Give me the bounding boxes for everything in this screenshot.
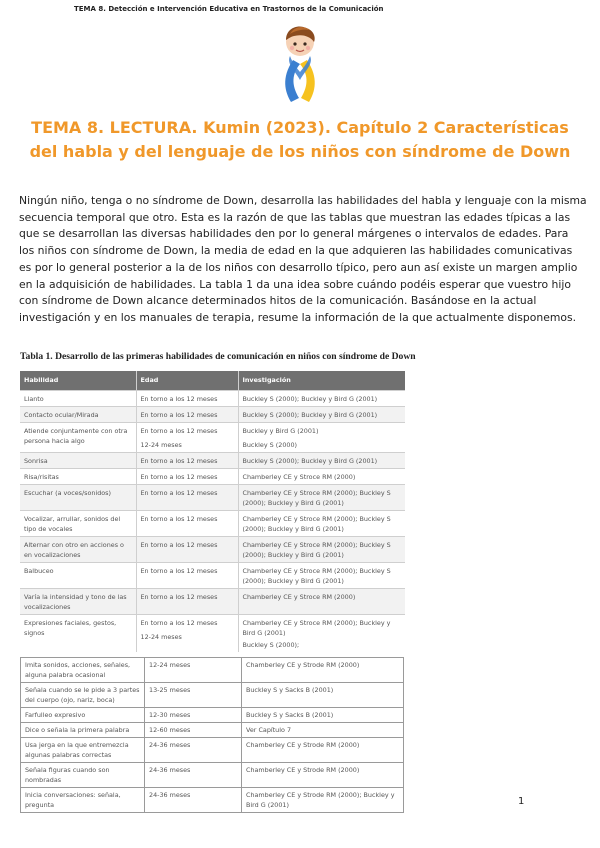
header-age: Edad [136, 371, 238, 390]
table-row [20, 588, 405, 614]
running-header: TEMA 8. Detección e Intervención Educativa en Trastornos de la Comunicación [74, 5, 384, 13]
cell-age: En torno a los 12 meses [136, 562, 238, 588]
table-row [20, 468, 405, 484]
cell-research: Buckley S y Sacks B (2001) [242, 708, 404, 723]
cell-age: En torno a los 12 meses [136, 588, 238, 614]
table-row [21, 683, 404, 708]
table-row [20, 614, 405, 652]
cell-skill: Balbuceo [20, 562, 136, 588]
cell-age: 24-36 meses [145, 788, 242, 813]
research-value-secondary: Buckley S (2000); [242, 640, 300, 649]
intro-paragraph: Ningún niño, tenga o no síndrome de Down, desarrolla las habilidades del habla y lenguaje con la misma secuencia temporal que otro. Esta es la razón de que las tablas que muestran las edades típicas a las que se desarrollan las diversas habilidades den por lo general márgenes o intervalos de edades. Para los niños con síndrome de Down, la media de edad en la que adquieren las habilidades comunicativas es por lo general posterior a la de los niños con desarrollo típico, pero aun así existe un margen amplio en la adquisición de habilidades. La tabla 1 da una idea sobre cuándo podéis esperar que vuestro hijo con síndrome de Down alcance determinados hitos de la comunicación. Basándose en la actual investigación y en los manuales de terapia, resume la información de la que actualmente disponemos. [19, 194, 587, 324]
communication-milestones-table-continued [20, 657, 404, 813]
table-header-row [20, 371, 405, 390]
cell-age: 12-60 meses [145, 723, 242, 738]
cell-age: 24-36 meses [145, 763, 242, 788]
research-value-secondary: Buckley S (2000) [242, 440, 298, 449]
cell-age: En torno a los 12 meses [136, 406, 238, 422]
down-syndrome-awareness-ribbon-icon [276, 20, 324, 104]
header-skill: Habilidad [20, 371, 136, 390]
cell-skill: Atiende conjuntamente con otra persona hacia algo [20, 422, 136, 452]
table-row [20, 510, 405, 536]
cell-skill: Llanto [20, 390, 136, 406]
cell-research: Chamberley CE y Strode RM (2000); Buckley y Bird G (2001) [242, 788, 404, 813]
cell-skill: Sonrisa [20, 452, 136, 468]
cell-age: 12-24 meses [145, 658, 242, 683]
table-row [21, 708, 404, 723]
cell-research: Chamberley CE y Strode RM (2000) [242, 738, 404, 763]
cell-research: Buckley S (2000); Buckley y Bird G (2001) [238, 452, 405, 468]
age-value: En torno a los 12 meses [140, 618, 218, 627]
cell-research: Chamberley CE y Stroce RM (2000); Buckley S (2000); Buckley y Bird G (2001) [238, 484, 405, 510]
cell-skill: Señala figuras cuando son nombradas [21, 763, 145, 788]
cell-research: Chamberley CE y Stroce RM (2000); Buckley S (2000); Buckley y Bird G (2001) [238, 562, 405, 588]
age-value: En torno a los 12 meses [140, 426, 218, 435]
table-row [20, 390, 405, 406]
cell-age: En torno a los 12 meses [136, 452, 238, 468]
table-row [20, 452, 405, 468]
table-row [21, 763, 404, 788]
age-value-secondary: 12-24 meses [140, 440, 182, 449]
cell-age: 24-36 meses [145, 738, 242, 763]
cell-skill: Usa jerga en la que entremezcla algunas palabras correctas [21, 738, 145, 763]
cell-skill: Risa/risitas [20, 468, 136, 484]
cell-research: Buckley S (2000); Buckley y Bird G (2001) [238, 390, 405, 406]
cell-skill: Expresiones faciales, gestos, signos [20, 614, 136, 652]
table-1-caption: Tabla 1. Desarrollo de las primeras habilidades de comunicación en niños con síndrome de Down [20, 351, 416, 362]
table-row [21, 738, 404, 763]
communication-milestones-table [20, 371, 405, 652]
cell-research [238, 614, 405, 652]
cell-research [238, 422, 405, 452]
cell-research: Chamberley CE y Stroce RM (2000) [238, 468, 405, 484]
table-row [20, 422, 405, 452]
cell-skill: Inicia conversaciones: señala, pregunta [21, 788, 145, 813]
table-row [21, 723, 404, 738]
page-number: 1 [518, 796, 525, 807]
cell-skill: Dice o señala la primera palabra [21, 723, 145, 738]
table-row [20, 406, 405, 422]
cell-research: Buckley S (2000); Buckley y Bird G (2001) [238, 406, 405, 422]
cell-skill: Varía la intensidad y tono de las vocalizaciones [20, 588, 136, 614]
research-value: Chamberley CE y Stroce RM (2000); Buckley y Bird G (2001) [242, 618, 391, 637]
cell-research: Chamberley CE y Strode RM (2000) [242, 658, 404, 683]
cell-age: En torno a los 12 meses [136, 390, 238, 406]
cell-research: Chamberley CE y Stroce RM (2000) [238, 588, 405, 614]
cell-research: Chamberley CE y Stroce RM (2000); Buckley S (2000); Buckley y Bird G (2001) [238, 536, 405, 562]
cell-age: En torno a los 12 meses [136, 536, 238, 562]
cell-age: En torno a los 12 meses [136, 468, 238, 484]
page-title-line-1: TEMA 8. LECTURA. Kumin (2023). Capítulo 2 Características [31, 118, 569, 137]
cell-age [136, 614, 238, 652]
cell-skill: Contacto ocular/Mirada [20, 406, 136, 422]
table-row [20, 484, 405, 510]
cell-skill: Farfulleo expresivo [21, 708, 145, 723]
cell-age: En torno a los 12 meses [136, 484, 238, 510]
table-row [21, 658, 404, 683]
cell-skill: Alternar con otro en acciones o en vocalizaciones [20, 536, 136, 562]
table-row [20, 562, 405, 588]
cell-research: Chamberley CE y Stroce RM (2000); Buckley S (2000); Buckley y Bird G (2001) [238, 510, 405, 536]
cell-age: 13-25 meses [145, 683, 242, 708]
table-row [21, 788, 404, 813]
cell-age: En torno a los 12 meses [136, 510, 238, 536]
page-title-line-2: del habla y del lenguaje de los niños con síndrome de Down [29, 142, 571, 161]
age-value-secondary: 12-24 meses [140, 632, 182, 641]
cell-skill: Imita sonidos, acciones, señales, alguna palabra ocasional [21, 658, 145, 683]
header-research: Investigación [238, 371, 405, 390]
cell-skill: Señala cuando se le pide a 3 partes del cuerpo (ojo, nariz, boca) [21, 683, 145, 708]
cell-research: Ver Capítulo 7 [242, 723, 404, 738]
page-title [10, 116, 590, 164]
cell-skill: Escuchar (a voces/sonidos) [20, 484, 136, 510]
cell-research: Buckley S y Sacks B (2001) [242, 683, 404, 708]
table-row [20, 536, 405, 562]
cell-age [136, 422, 238, 452]
research-value: Buckley y Bird G (2001) [242, 426, 319, 435]
cell-research: Chamberley CE y Strode RM (2000) [242, 763, 404, 788]
cell-skill: Vocalizar, arrullar, sonidos del tipo de vocales [20, 510, 136, 536]
cell-age: 12-30 meses [145, 708, 242, 723]
